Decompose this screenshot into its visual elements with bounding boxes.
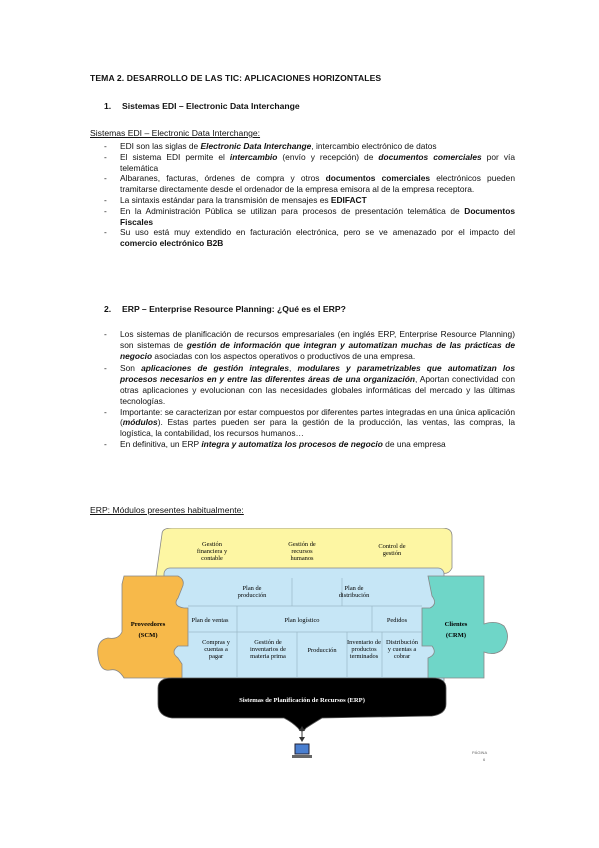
list-item: - El sistema EDI permite el intercambio (envío y recepción) de documentos comerciales por vía telemática	[90, 152, 515, 174]
diagram-label: Compras y cuentas a pagar	[202, 639, 230, 660]
diagram-label: Gestión financiera y contable	[196, 541, 228, 562]
black-bottom-piece	[158, 678, 446, 731]
list-item: - Los sistemas de planificación de recursos empresariales (en inglés ERP, Enterprise Resource Planning) son sistemas de gestión de información que integran y automatizan muchas de las prácticas de negocio asociadas con los aspectos operativos o productivos de una empresa.	[90, 329, 515, 361]
page-number: 6	[483, 757, 486, 762]
list-item: - En definitiva, un ERP integra y automatiza los procesos de negocio de una empresa	[90, 439, 515, 450]
section-2-number: 2.	[104, 304, 112, 314]
section-1-text: Sistemas EDI – Electronic Data Interchange	[122, 101, 300, 111]
diagram-label: Gestión de recursos humanos	[288, 541, 316, 562]
list-item: - Su uso está muy extendido en facturación electrónica, pero se ve amenazado por el impacto del comercio electrónico B2B	[90, 227, 515, 249]
diagram-label: Inventario de productos terminados	[347, 639, 381, 660]
diagram-label: Distribución y cuentas a cobrar	[386, 639, 418, 660]
section-1-number: 1.	[104, 101, 112, 111]
diagram-label: Gestión de inventarios de materia prima	[249, 639, 287, 660]
list-item: - La sintaxis estándar para la transmisión de mensajes es EDIFACT	[90, 195, 515, 206]
diagram-label: Plan de distribución	[338, 585, 370, 599]
section-2-heading	[104, 304, 346, 314]
list-item: - Albaranes, facturas, órdenes de compra y otros documentos comerciales electrónicos pueden tramitarse directamente desde el ordenador de la empresa emisora al de la empresa receptora.	[90, 173, 515, 195]
erp-list	[90, 329, 515, 450]
blue-center-area	[164, 568, 444, 686]
erp-modules-diagram	[92, 528, 512, 768]
list-item: - EDI son las siglas de Electronic Data Interchange, intercambio electrónico de datos	[90, 141, 515, 152]
diagram-label: Pedidos	[386, 617, 408, 624]
diagram-label: Proveedores (SCM)	[130, 621, 166, 639]
section-1-heading	[104, 101, 300, 111]
diagram-label: Sistemas de Planificación de Recursos (ERP)	[239, 697, 365, 704]
page-label: PÁGINA	[472, 750, 488, 755]
edi-subheading: Sistemas EDI – Electronic Data Interchange:	[90, 128, 261, 138]
diagram-label: Producción	[307, 647, 337, 654]
list-item: - Son aplicaciones de gestión integrales, modulares y parametrizables que automatizan los procesos necesarios en y entre las diferentes áreas de una organización, Aportan conectividad con otras aplicaciones y evolucionan con las necesidades globales informáticas del mercado y las últimas tecnologías.	[90, 363, 515, 406]
diagram-label: Control de gestión	[378, 543, 406, 557]
page-title: TEMA 2. DESARROLLO DE LAS TIC: APLICACIONES HORIZONTALES	[90, 73, 382, 83]
modules-subheading: ERP: Módulos presentes habitualmente:	[90, 505, 244, 515]
edi-list	[90, 141, 515, 249]
diagram-label: Plan de ventas	[191, 617, 229, 624]
computer-icon	[292, 744, 312, 758]
diagram-label: Plan logístico	[284, 617, 320, 624]
section-2-text: ERP – Enterprise Resource Planning: ¿Qué es el ERP?	[122, 304, 346, 314]
list-item: - En la Administración Pública se utilizan para procesos de presentación telemática de Documentos Fiscales	[90, 206, 515, 228]
list-item: - Importante: se caracterizan por estar compuestos por diferentes partes integradas en una única aplicación (módulos). Estas partes pueden ser para la gestión de la producción, las ventas, las compras, la logística, la contabilidad, los recursos humanos…	[90, 407, 515, 439]
diagram-label: Clientes (CRM)	[444, 621, 468, 639]
diagram-label: Plan de producción	[237, 585, 267, 599]
